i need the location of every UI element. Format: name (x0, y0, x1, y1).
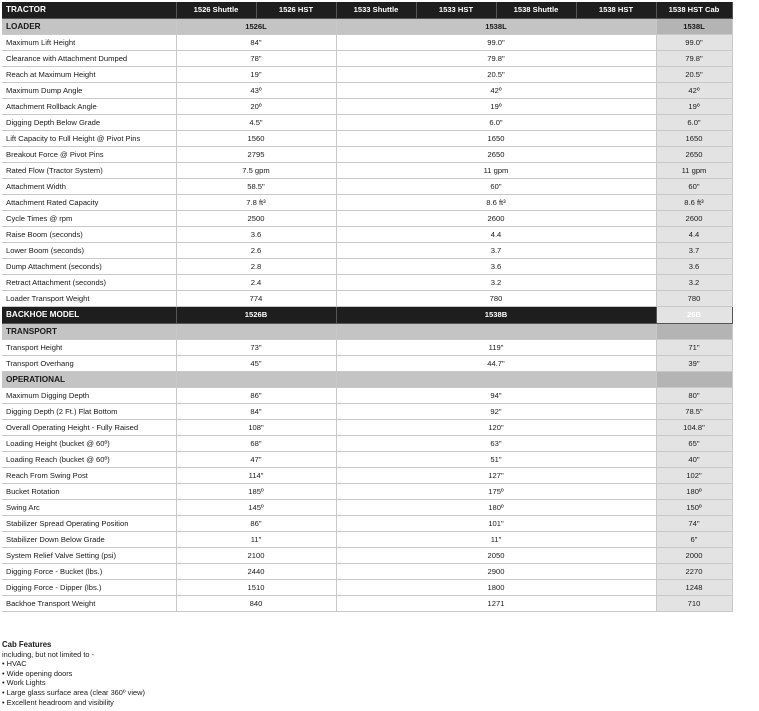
spec-label: Maximum Lift Height (2, 35, 176, 51)
spec-value: 4.4 (336, 227, 656, 243)
spec-value: 2600 (336, 211, 656, 227)
spec-row (2, 259, 732, 275)
spec-row (2, 596, 732, 612)
backhoe-section-model: 1526B (176, 307, 336, 324)
spec-row (2, 83, 732, 99)
spec-value-cab: 99.0" (656, 35, 732, 51)
spec-label: Swing Arc (2, 500, 176, 516)
spec-label: Transport Height (2, 340, 176, 356)
spec-value: 2.4 (176, 275, 336, 291)
spec-row (2, 436, 732, 452)
spec-value-cab: 42º (656, 83, 732, 99)
operational-section-row (2, 372, 732, 388)
spec-value: 84" (176, 404, 336, 420)
spec-label: Lower Boom (seconds) (2, 243, 176, 259)
spec-label: Transport Overhang (2, 356, 176, 372)
spec-value-cab: 710 (656, 596, 732, 612)
spec-value: 2.8 (176, 259, 336, 275)
loader-section-model: 1538L (336, 19, 656, 35)
spec-value: 47" (176, 452, 336, 468)
spec-label: Clearance with Attachment Dumped (2, 51, 176, 67)
spec-value: 1271 (336, 596, 656, 612)
spec-value: 2440 (176, 564, 336, 580)
cab-features-intro: including, but not limited to - (2, 649, 95, 659)
spec-value: 7.5 gpm (176, 163, 336, 179)
spec-row (2, 564, 732, 580)
spec-label: Digging Force - Dipper (lbs.) (2, 580, 176, 596)
spec-row (2, 388, 732, 404)
spec-label: Cycle Times @ rpm (2, 211, 176, 227)
spec-value: 7.8 ft³ (176, 195, 336, 211)
backhoe-section-model: 26B (656, 307, 732, 324)
spec-value: 11 gpm (336, 163, 656, 179)
spec-label: Raise Boom (seconds) (2, 227, 176, 243)
spec-value: 42º (336, 83, 656, 99)
model-column-header: 1538 Shuttle (496, 2, 576, 19)
spec-label: Overall Operating Height - Fully Raised (2, 420, 176, 436)
spec-label: Loading Reach (bucket @ 60º) (2, 452, 176, 468)
spec-value: 68" (176, 436, 336, 452)
spec-label: Maximum Dump Angle (2, 83, 176, 99)
spec-row (2, 115, 732, 131)
spec-value-cab: 3.2 (656, 275, 732, 291)
loader-section-label: LOADER (2, 19, 176, 35)
cab-features (2, 640, 302, 707)
spec-row (2, 227, 732, 243)
spec-label: Bucket Rotation (2, 484, 176, 500)
spec-value: 78" (176, 51, 336, 67)
spec-value: 60" (336, 179, 656, 195)
spec-label: Digging Depth (2 Ft.) Flat Bottom (2, 404, 176, 420)
spec-label: Loader Transport Weight (2, 291, 176, 307)
spec-row (2, 340, 732, 356)
spec-value: 2100 (176, 548, 336, 564)
spec-value: 11" (176, 532, 336, 548)
spec-row (2, 211, 732, 227)
spec-value: 180º (336, 500, 656, 516)
spec-label: Digging Force - Bucket (lbs.) (2, 564, 176, 580)
spec-value: 20º (176, 99, 336, 115)
spec-value: 84" (176, 35, 336, 51)
spec-value-cab: 78.5" (656, 404, 732, 420)
spec-row (2, 532, 732, 548)
spec-value-cab: 20.5" (656, 67, 732, 83)
spec-value: 99.0" (336, 35, 656, 51)
operational-section-blank (656, 372, 732, 388)
spec-value-cab: 39" (656, 356, 732, 372)
spec-value: 3.7 (336, 243, 656, 259)
operational-section-blank (176, 372, 336, 388)
spec-row (2, 452, 732, 468)
spec-value: 127" (336, 468, 656, 484)
model-column-header: 1526 HST (256, 2, 336, 19)
spec-value-cab: 60" (656, 179, 732, 195)
spec-value: 185º (176, 484, 336, 500)
spec-value: 63" (336, 436, 656, 452)
spec-value: 86" (176, 516, 336, 532)
backhoe-section-model: 1538B (336, 307, 656, 324)
cab-feature-item: • Work Lights (2, 678, 46, 688)
spec-value: 3.6 (336, 259, 656, 275)
spec-row (2, 147, 732, 163)
spec-label: Dump Attachment (seconds) (2, 259, 176, 275)
spec-value: 2795 (176, 147, 336, 163)
spec-row (2, 291, 732, 307)
spec-value-cab: 79.8" (656, 51, 732, 67)
spec-value: 1560 (176, 131, 336, 147)
spec-value: 840 (176, 596, 336, 612)
spec-value: 101" (336, 516, 656, 532)
spec-value: 2050 (336, 548, 656, 564)
spec-value-cab: 3.6 (656, 259, 732, 275)
spec-label: Attachment Rated Capacity (2, 195, 176, 211)
transport-section-blank (336, 324, 656, 340)
spec-row (2, 243, 732, 259)
spec-value: 11" (336, 532, 656, 548)
spec-value: 114" (176, 468, 336, 484)
spec-value: 44.7" (336, 356, 656, 372)
transport-section-blank (656, 324, 732, 340)
spec-table (2, 2, 733, 612)
backhoe-section-label: BACKHOE MODEL (2, 307, 176, 324)
spec-value: 58.5" (176, 179, 336, 195)
spec-row (2, 484, 732, 500)
cab-features-title: Cab Features (2, 640, 52, 649)
spec-row (2, 468, 732, 484)
spec-row (2, 195, 732, 211)
spec-value: 1800 (336, 580, 656, 596)
spec-value-cab: 2000 (656, 548, 732, 564)
spec-row (2, 179, 732, 195)
spec-value: 8.6 ft³ (336, 195, 656, 211)
spec-value: 175º (336, 484, 656, 500)
spec-value-cab: 2270 (656, 564, 732, 580)
spec-value-cab: 2650 (656, 147, 732, 163)
spec-value: 1510 (176, 580, 336, 596)
model-column-header: 1526 Shuttle (176, 2, 256, 19)
spec-label: Retract Attachment (seconds) (2, 275, 176, 291)
spec-table-body (2, 2, 732, 612)
spec-value: 2500 (176, 211, 336, 227)
spec-value-cab: 1650 (656, 131, 732, 147)
spec-value: 1650 (336, 131, 656, 147)
cab-feature-item: • HVAC (2, 659, 27, 669)
spec-label: Reach From Swing Post (2, 468, 176, 484)
spec-value: 780 (336, 291, 656, 307)
spec-value: 45" (176, 356, 336, 372)
spec-value: 108" (176, 420, 336, 436)
spec-row (2, 420, 732, 436)
spec-value: 4.5" (176, 115, 336, 131)
transport-section-label: TRANSPORT (2, 324, 176, 340)
spec-value: 2.6 (176, 243, 336, 259)
header-label: TRACTOR (2, 2, 176, 19)
spec-row (2, 275, 732, 291)
model-column-header: 1533 HST (416, 2, 496, 19)
spec-value-cab: 65" (656, 436, 732, 452)
spec-value-cab: 40" (656, 452, 732, 468)
spec-label: Rated Flow (Tractor System) (2, 163, 176, 179)
spec-value-cab: 150º (656, 500, 732, 516)
spec-value: 3.2 (336, 275, 656, 291)
spec-value: 774 (176, 291, 336, 307)
cab-feature-item: • Wide opening doors (2, 668, 73, 678)
loader-section-model: 1538L (656, 19, 732, 35)
spec-value: 92" (336, 404, 656, 420)
spec-row (2, 404, 732, 420)
spec-value: 145º (176, 500, 336, 516)
spec-value-cab: 1248 (656, 580, 732, 596)
spec-value: 19º (336, 99, 656, 115)
spec-label: Digging Depth Below Grade (2, 115, 176, 131)
spec-value-cab: 80" (656, 388, 732, 404)
spec-label: Reach at Maximum Height (2, 67, 176, 83)
spec-label: Stabilizer Spread Operating Position (2, 516, 176, 532)
spec-value-cab: 2600 (656, 211, 732, 227)
spec-label: Attachment Rollback Angle (2, 99, 176, 115)
spec-row (2, 548, 732, 564)
spec-value: 119" (336, 340, 656, 356)
spec-value-cab: 4.4 (656, 227, 732, 243)
cab-feature-item: • Excellent headroom and visibility (2, 697, 114, 707)
spec-value-cab: 19º (656, 99, 732, 115)
model-column-header: 1538 HST Cab (656, 2, 732, 19)
spec-value: 6.0" (336, 115, 656, 131)
spec-value: 3.6 (176, 227, 336, 243)
spec-value: 2650 (336, 147, 656, 163)
backhoe-section-row (2, 307, 732, 324)
spec-value: 94" (336, 388, 656, 404)
spec-label: Loading Height (bucket @ 60º) (2, 436, 176, 452)
model-column-header: 1533 Shuttle (336, 2, 416, 19)
spec-value-cab: 74" (656, 516, 732, 532)
spec-value: 120" (336, 420, 656, 436)
spec-row (2, 35, 732, 51)
spec-value: 19" (176, 67, 336, 83)
spec-value: 43º (176, 83, 336, 99)
spec-label: System Relief Valve Setting (psi) (2, 548, 176, 564)
operational-section-label: OPERATIONAL (2, 372, 176, 388)
spec-value-cab: 104.8" (656, 420, 732, 436)
spec-value-cab: 780 (656, 291, 732, 307)
spec-row (2, 516, 732, 532)
spec-row (2, 580, 732, 596)
spec-label: Stabilizer Down Below Grade (2, 532, 176, 548)
spec-row (2, 51, 732, 67)
operational-section-blank (336, 372, 656, 388)
spec-value-cab: 102" (656, 468, 732, 484)
spec-value: 73" (176, 340, 336, 356)
spec-value-cab: 8.6 ft³ (656, 195, 732, 211)
spec-label: Lift Capacity to Full Height @ Pivot Pins (2, 131, 176, 147)
spec-label: Attachment Width (2, 179, 176, 195)
spec-row (2, 99, 732, 115)
spec-row (2, 131, 732, 147)
spec-row (2, 163, 732, 179)
cab-feature-item: • Large glass surface area (clear 360º view) (2, 687, 145, 697)
spec-value-cab: 71" (656, 340, 732, 356)
spec-value: 2900 (336, 564, 656, 580)
spec-label: Maximum Digging Depth (2, 388, 176, 404)
spec-label: Backhoe Transport Weight (2, 596, 176, 612)
spec-value-cab: 11 gpm (656, 163, 732, 179)
spec-value-cab: 6.0" (656, 115, 732, 131)
spec-value: 51" (336, 452, 656, 468)
loader-section-model: 1526L (176, 19, 336, 35)
spec-row (2, 67, 732, 83)
transport-section-row (2, 324, 732, 340)
transport-section-blank (176, 324, 336, 340)
spec-value: 86" (176, 388, 336, 404)
spec-value: 79.8" (336, 51, 656, 67)
spec-value-cab: 3.7 (656, 243, 732, 259)
spec-row (2, 500, 732, 516)
spec-value-cab: 180º (656, 484, 732, 500)
loader-section-row (2, 19, 732, 35)
header-row (2, 2, 732, 19)
spec-row (2, 356, 732, 372)
spec-label: Breakout Force @ Pivot Pins (2, 147, 176, 163)
spec-value-cab: 6" (656, 532, 732, 548)
model-column-header: 1538 HST (576, 2, 656, 19)
spec-value: 20.5" (336, 67, 656, 83)
